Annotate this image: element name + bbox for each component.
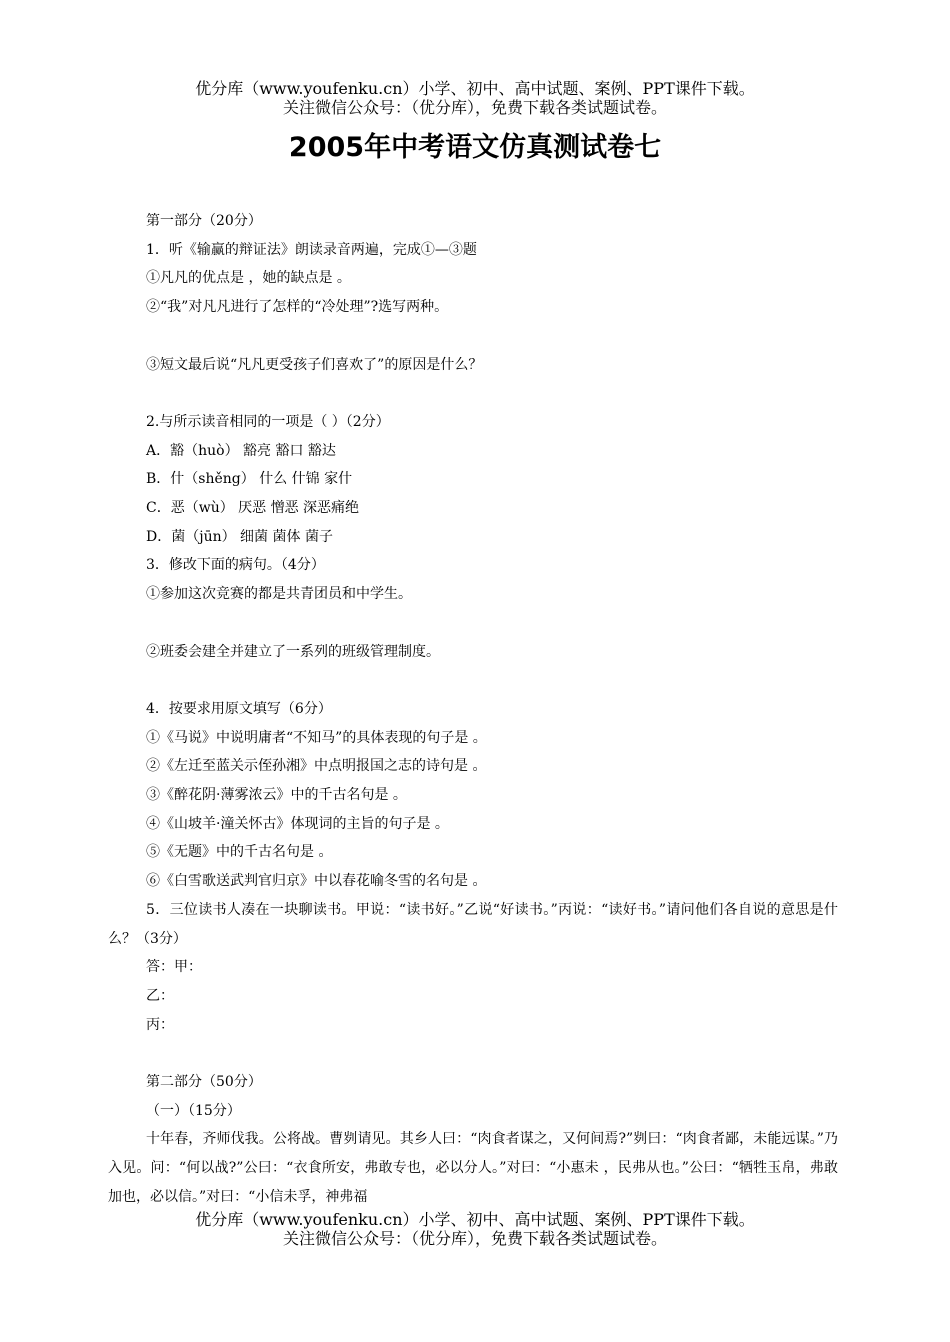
q1-item-a: ①凡凡的优点是 ，她的缺点是 。 — [146, 270, 351, 287]
q5-stem: 5．三位读书人凑在一块聊读书。甲说：“读书好。”乙说“好读书。”丙说：“读好书。”请问他们各自说的意思是什么？（3分） — [108, 901, 838, 947]
q3-item-b: ②班委会建全并建立了一系列的班级管理制度。 — [146, 643, 440, 660]
q4-item-4: ④《山坡羊·潼关怀古》体现词的主旨的句子是 。 — [146, 815, 449, 832]
header-line-2: 关注微信公众号：（优分库），免费下载各类试题试卷。 — [282, 98, 667, 117]
page-footer — [0, 1210, 950, 1248]
blank-line — [108, 609, 838, 638]
footer-line-1: 优分库（www.youfenku.cn）小学、初中、高中试题、案例、PPT课件下载。 — [195, 1210, 755, 1229]
q5-answer-yi: 乙： — [146, 987, 174, 1004]
q5-answer-bing: 丙： — [146, 1016, 174, 1033]
q3-item-a: ①参加这次竞赛的都是共青团员和中学生。 — [146, 586, 412, 603]
page-header — [0, 79, 950, 117]
header-line-1: 优分库（www.youfenku.cn）小学、初中、高中试题、案例、PPT课件下载。 — [195, 79, 755, 98]
q4-item-5: ⑤《无题》中的千古名句是 。 — [146, 844, 333, 861]
document-body — [108, 207, 838, 1212]
q2-stem: 2.与所示读音相同的一项是（ ）（2分） — [146, 413, 390, 430]
part2-heading: 第二部分（50分） — [146, 1074, 262, 1091]
q4-item-2: ②《左迁至蓝关示侄孙湘》中点明报国之志的诗句是 。 — [146, 758, 487, 775]
blank-line — [108, 1039, 838, 1068]
blank-line — [108, 666, 838, 695]
classical-passage: 十年春，齐师伐我。公将战。曹刿请见。其乡人曰：“肉食者谋之，又何间焉?”刿曰：“肉食者鄙，未能远谋。”乃入见。问：“何以战?”公曰：“衣食所安，弗敢专也，必以分人。”对曰：“小惠未 ，民弗从也。”公曰：“牺牲玉帛，弗敢加也，必以信。”对曰：“小信未孚，神弗福 — [108, 1131, 838, 1205]
blank-line — [108, 379, 838, 408]
q2-option-a: A．豁（huò） 豁亮 豁口 豁达 — [146, 442, 336, 459]
q4-item-3: ③《醉花阴·薄雾浓云》中的千古名句是 。 — [146, 787, 407, 803]
blank-line — [108, 322, 838, 351]
q2-option-d: D．菌（jūn） 细菌 菌体 菌子 — [146, 528, 333, 545]
q2-option-c: C．恶（wù） 厌恶 憎恶 深恶痛绝 — [146, 500, 360, 516]
page-title: 2005年中考语文仿真测试卷七 — [288, 132, 662, 163]
q5-answer-jia: 答：甲： — [146, 959, 202, 976]
q1-item-c: ③短文最后说“凡凡更受孩子们喜欢了”的原因是什么？ — [146, 356, 483, 373]
q3-stem: 3．修改下面的病句。（4分） — [146, 557, 325, 574]
q2-option-b: B．什（shěng） 什么 什锦 家什 — [146, 471, 353, 488]
q4-item-6: ⑥《白雪歌送武判官归京》中以春花喻冬雪的名句是 。 — [146, 873, 487, 890]
part2-section-1: （一）（15分） — [146, 1102, 241, 1119]
q1-stem: 1．听《输赢的辩证法》朗读录音两遍，完成①—③题 — [146, 241, 477, 258]
q4-stem: 4．按要求用原文填写（6分） — [146, 700, 332, 717]
part1-heading: 第一部分（20分） — [146, 213, 262, 229]
q1-item-b: ②“我”对凡凡进行了怎样的“冷处理”?选写两种。 — [146, 299, 449, 316]
footer-line-2: 关注微信公众号：（优分库），免费下载各类试题试卷。 — [282, 1229, 667, 1248]
q4-item-1: ①《马说》中说明庸者“不知马”的具体表现的句子是 。 — [146, 729, 487, 746]
